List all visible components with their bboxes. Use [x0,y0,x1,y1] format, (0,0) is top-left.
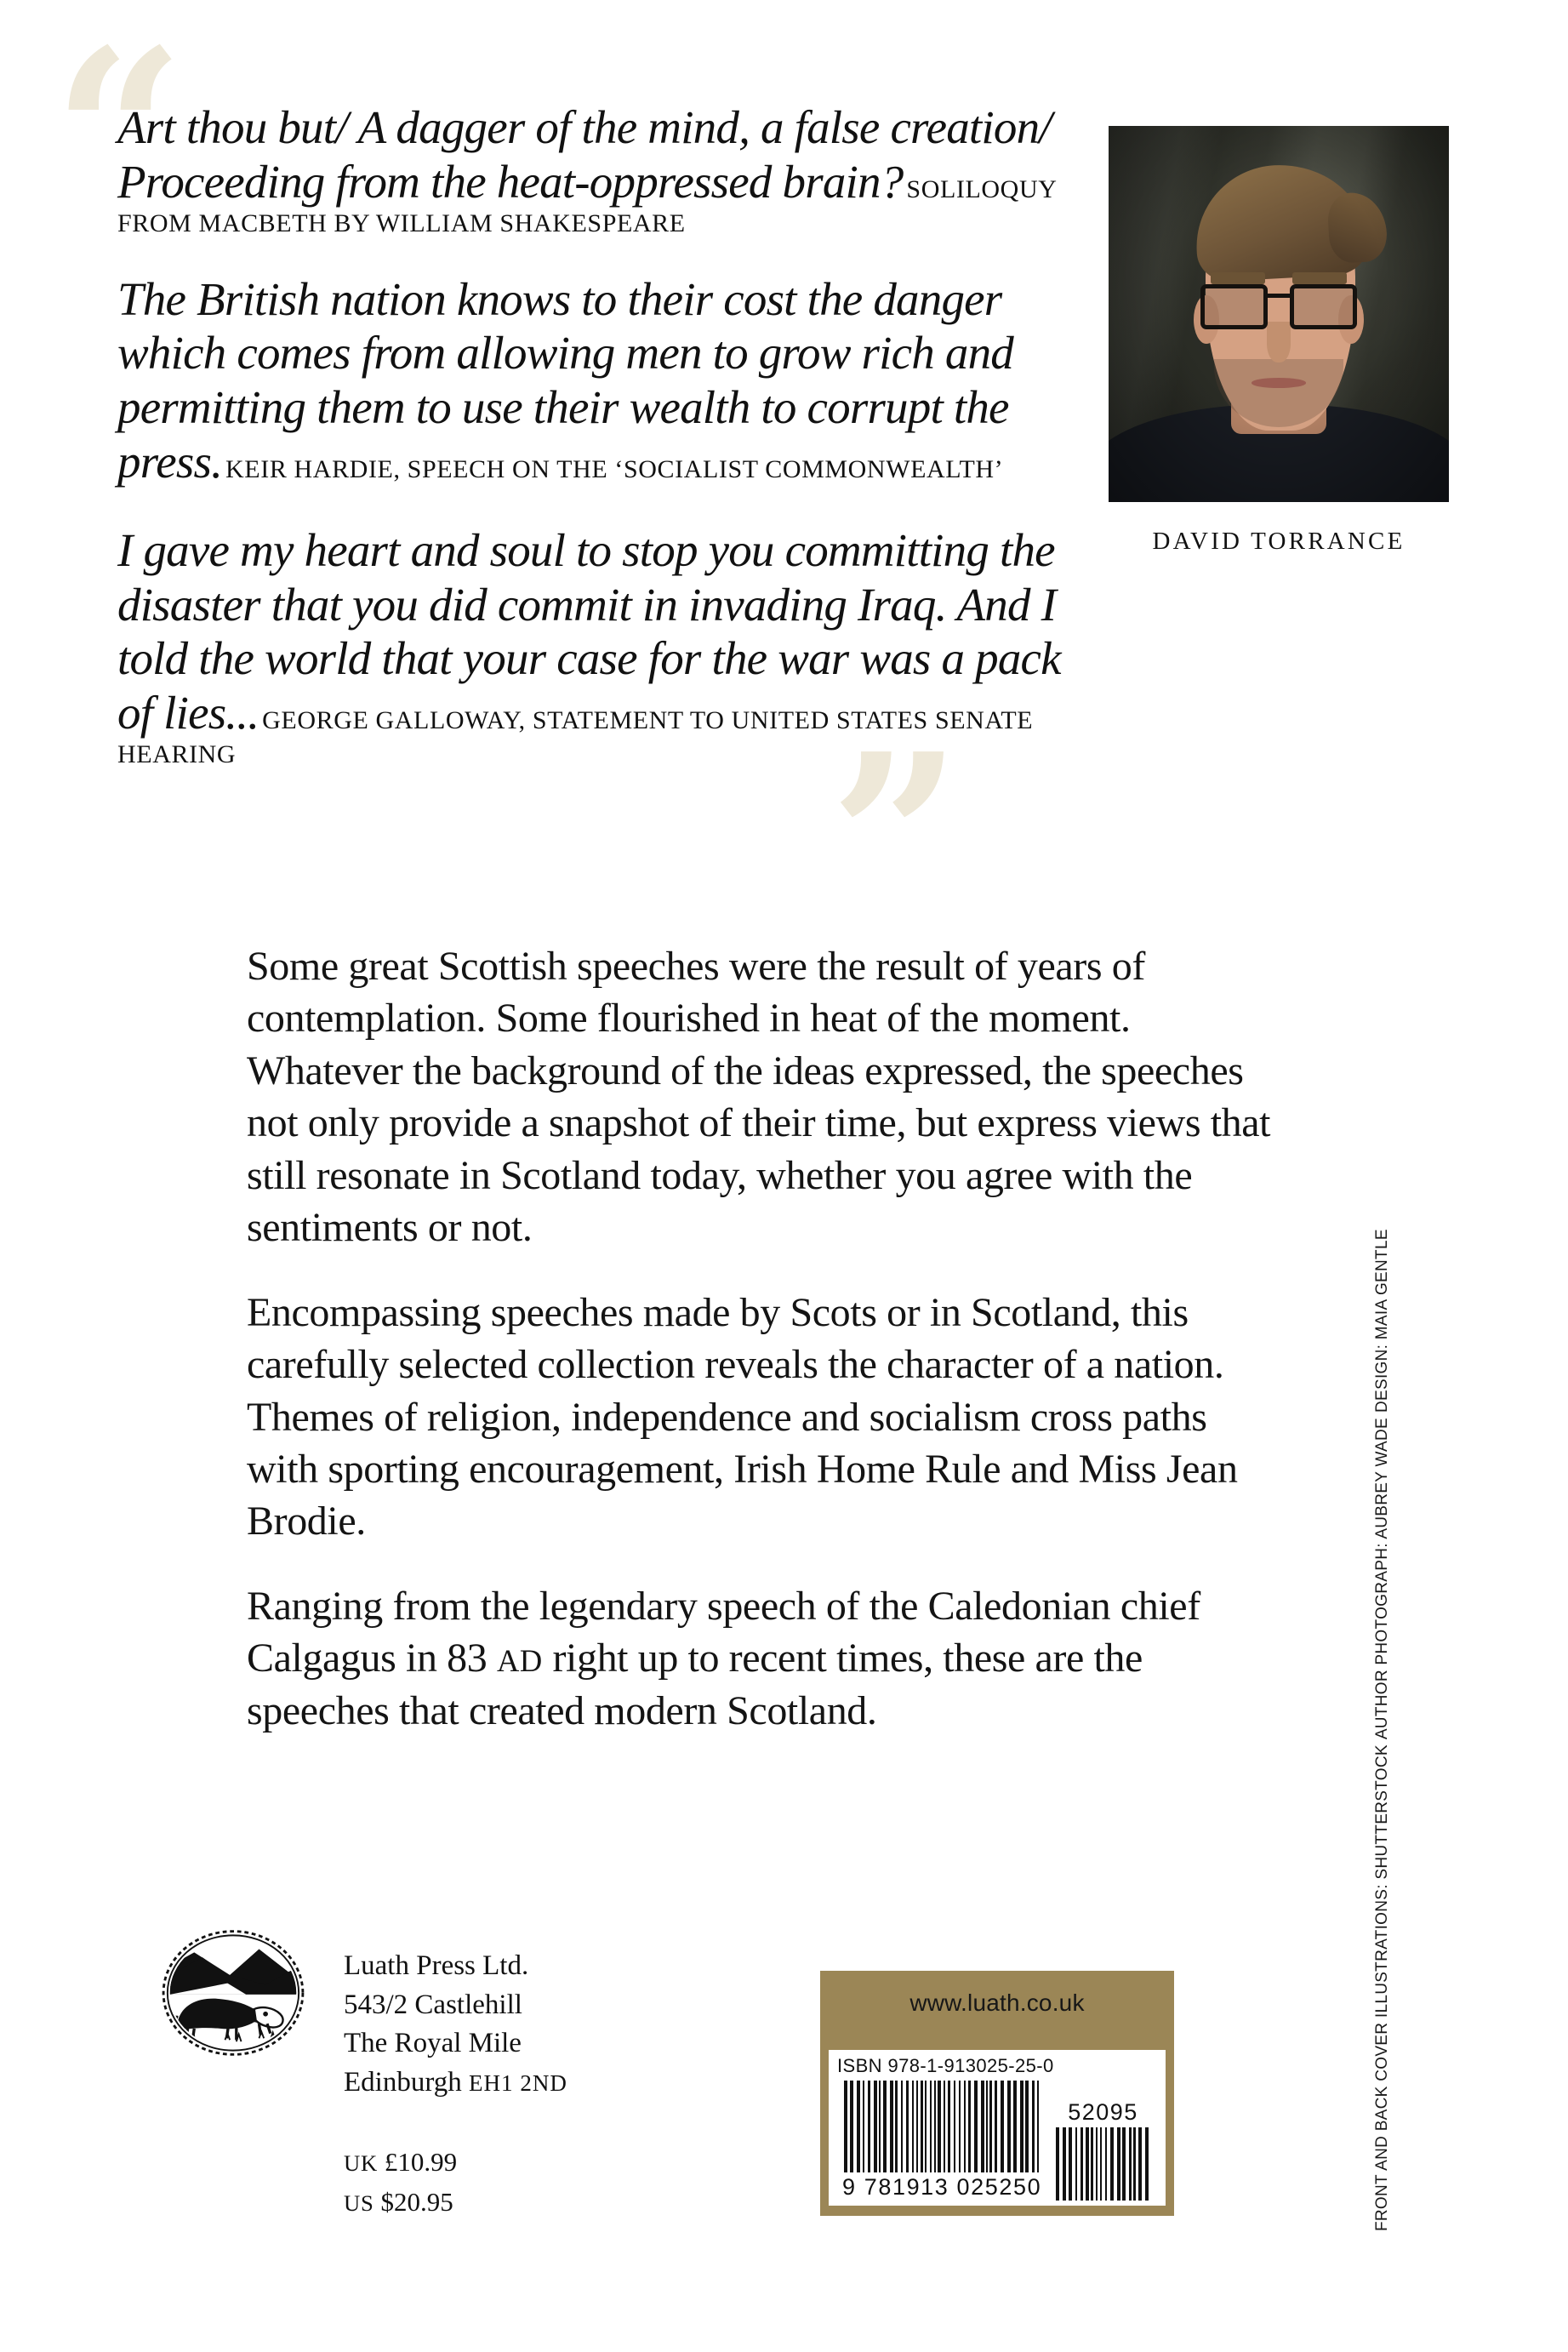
pull-quote [117,272,1070,489]
pull-quote [117,100,1070,238]
pull-quote-attribution: KEIR HARDIE, SPEECH ON THE ‘SOCIALIST COMMONWEALTH’ [225,454,1004,483]
pull-quote-attribution: GEORGE GALLOWAY, STATEMENT TO UNITED STATES SENATE HEARING [117,706,1034,768]
blurb-paragraph: Some great Scottish speeches were the result of years of contemplation. Some flourished in heat of the moment. Whatever the background of the ideas expressed, the speeches not only provide a snapshot of their time, but express views that still resonate in Scotland today, whether you agree with the sentiments or not. [247,944,1271,1251]
ean5-addon-bars [1056,2127,1150,2201]
price-us-value: $20.95 [380,2186,453,2217]
credit-design: DESIGN: MAIA GENTLE [1373,1229,1391,1413]
price-uk-currency: UK [344,2150,379,2177]
price-uk [344,2143,567,2183]
credit-illustrations: FRONT AND BACK COVER ILLUSTRATIONS: SHUTTERSTOCK [1373,1744,1391,2231]
ean13-digits: 9 781913 025250 [842,2174,1042,2200]
ean5-addon-group [1056,2099,1150,2201]
barcode-panel [820,1971,1174,2216]
author-name-caption: DAVID TORRANCE [1152,528,1405,555]
cover-credits [1373,1229,1392,2231]
publisher-website-url: www.luath.co.uk [909,1989,1085,2016]
pull-quotes-section [117,100,1070,769]
pull-quote [117,523,1070,769]
publisher-address-line-2: The Royal Mile [344,2028,522,2059]
blurb-paragraph: Encompassing speeches made by Scots or in Scotland, this carefully selected collection reveals the character of a nation. Themes of religion, independence and socialism cross paths with sporting encouragement, Irish Home Rule and Miss Jean Brodie. [247,1289,1238,1544]
opening-quote-mark-icon: “ [53,0,185,269]
blurb-final-before: Ranging from the legendary speech of the Caledonian chief Calgagus in 83 [247,1583,1200,1681]
pull-quote-text: The British nation knows to their cost the danger which comes from allowing men to grow rich and permitting them to use their wealth to corrupt the press. [117,272,1013,488]
blurb-era-smallcaps: AD [496,1643,543,1679]
publisher-address [344,1925,567,2222]
publisher-address-line-1: 543/2 Castlehill [344,1989,522,2020]
publisher-info-block [151,1925,567,2222]
author-photo-block [1109,126,1449,556]
luath-press-logo [151,1925,315,2061]
pull-quote-text: Art thou but/ A dagger of the mind, a false creation/ Proceeding from the heat-oppressed brain? [117,101,1052,208]
publisher-city: Edinburgh [344,2066,462,2098]
author-portrait-photo [1109,126,1449,502]
barcode-area [829,2050,1166,2206]
isbn-label: ISBN 978-1-913025-25-0 [837,2055,1054,2076]
price-block [344,2143,567,2222]
blurb-final-after: right up to recent times, these are the speeches that created modern Scotland. [247,1636,1143,1733]
closing-quote-mark-icon: ” [830,703,962,973]
publisher-city-postcode [344,2064,567,2103]
credit-photograph: AUTHOR PHOTOGRAPH: AUBREY WADE [1373,1418,1391,1740]
publisher-name: Luath Press Ltd. [344,1950,529,1981]
price-us-currency: US [344,2189,374,2216]
blurb-paragraph-final [247,1580,1280,1737]
publisher-postcode: EH1 2ND [468,2069,567,2096]
price-uk-value: £10.99 [384,2147,458,2178]
pull-quote-attribution: SOLILOQUY FROM MACBETH BY WILLIAM SHAKESPEARE [117,174,1057,237]
pull-quote-text: I gave my heart and soul to stop you committing the disaster that you did commit in invading Iraq. And I told the world that your case for the war was a pack of lies... [117,523,1061,739]
ean5-addon-digits: 52095 [1068,2099,1138,2125]
ean13-barcode-group [837,2081,1042,2201]
price-us [344,2183,567,2223]
ean13-bars [844,2081,1042,2172]
blurb-section [247,940,1280,1737]
